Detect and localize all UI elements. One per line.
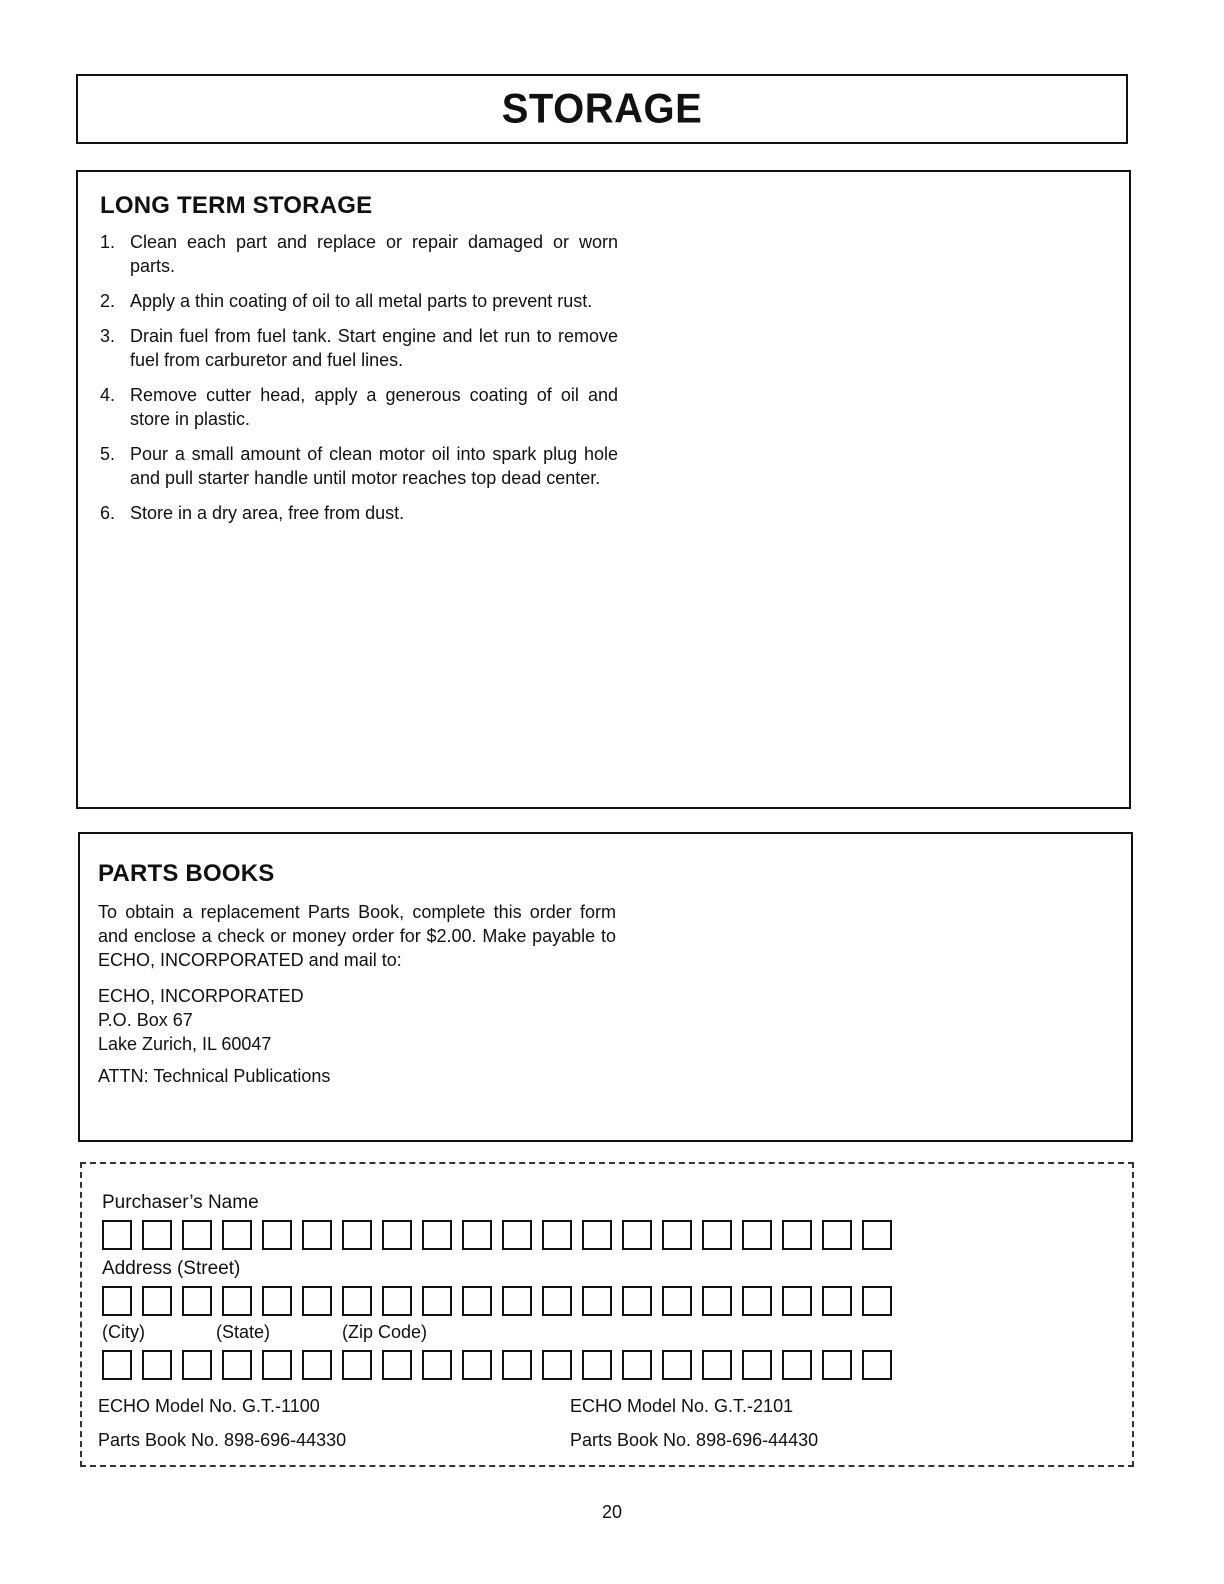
character-box-name[interactable] — [422, 1220, 452, 1250]
character-box-name[interactable] — [662, 1220, 692, 1250]
character-box-street[interactable] — [422, 1286, 452, 1316]
street-address-label: Address (Street) — [102, 1258, 241, 1279]
character-box-street[interactable] — [582, 1286, 612, 1316]
attention-line: ATTN: Technical Publications — [98, 1066, 331, 1086]
character-box-name[interactable] — [582, 1220, 612, 1250]
address-po-box: P.O. Box 67 — [98, 1010, 193, 1030]
character-box-name[interactable] — [382, 1220, 412, 1250]
street-address-boxes — [102, 1286, 892, 1316]
parts-books-intro: To obtain a replacement Parts Book, complete this order form and enclose a check or money order for $2.00. Make payable to ECHO, INCORPORATED and mail to: — [98, 902, 616, 970]
character-box-city[interactable] — [182, 1350, 212, 1380]
character-box-city[interactable] — [862, 1350, 892, 1380]
parts-book-right: Parts Book No. 898-696-44430 — [570, 1430, 819, 1450]
storage-step — [98, 289, 618, 313]
character-box-city[interactable] — [662, 1350, 692, 1380]
character-box-street[interactable] — [222, 1286, 252, 1316]
step-number: 1. — [100, 232, 116, 252]
storage-step — [98, 501, 618, 525]
character-box-city[interactable] — [742, 1350, 772, 1380]
character-box-name[interactable] — [222, 1220, 252, 1250]
parts-books-heading: PARTS BOOKS — [98, 860, 275, 887]
character-box-name[interactable] — [102, 1220, 132, 1250]
step-number: 3. — [100, 326, 116, 346]
character-box-city[interactable] — [142, 1350, 172, 1380]
storage-steps-list — [98, 230, 618, 536]
character-box-city[interactable] — [702, 1350, 732, 1380]
city-state-zip-boxes — [102, 1350, 892, 1380]
character-box-name[interactable] — [502, 1220, 532, 1250]
character-box-name[interactable] — [702, 1220, 732, 1250]
character-box-name[interactable] — [782, 1220, 812, 1250]
character-box-street[interactable] — [182, 1286, 212, 1316]
purchaser-name-boxes — [102, 1220, 892, 1250]
page-number: 20 — [601, 1502, 623, 1522]
character-box-street[interactable] — [342, 1286, 372, 1316]
parts-book-left: Parts Book No. 898-696-44330 — [98, 1430, 347, 1450]
character-box-street[interactable] — [542, 1286, 572, 1316]
character-box-street[interactable] — [622, 1286, 652, 1316]
step-text: Remove cutter head, apply a generous coating of oil and store in plastic. — [130, 385, 618, 429]
character-box-name[interactable] — [342, 1220, 372, 1250]
step-text: Apply a thin coating of oil to all metal parts to prevent rust. — [130, 291, 593, 311]
zip-code-label: (Zip Code) — [342, 1322, 428, 1342]
character-box-city[interactable] — [622, 1350, 652, 1380]
character-box-street[interactable] — [782, 1286, 812, 1316]
character-box-street[interactable] — [702, 1286, 732, 1316]
character-box-street[interactable] — [262, 1286, 292, 1316]
page-title-box — [76, 74, 1128, 144]
step-number: 5. — [100, 444, 116, 464]
character-box-name[interactable] — [862, 1220, 892, 1250]
character-box-city[interactable] — [422, 1350, 452, 1380]
character-box-street[interactable] — [382, 1286, 412, 1316]
character-box-city[interactable] — [462, 1350, 492, 1380]
step-number: 6. — [100, 503, 116, 523]
storage-step — [98, 230, 618, 278]
character-box-city[interactable] — [542, 1350, 572, 1380]
mailing-address — [98, 984, 304, 1056]
character-box-street[interactable] — [102, 1286, 132, 1316]
character-box-name[interactable] — [262, 1220, 292, 1250]
step-number: 4. — [100, 385, 116, 405]
long-term-storage-section — [76, 170, 1131, 809]
character-box-street[interactable] — [302, 1286, 332, 1316]
address-company: ECHO, INCORPORATED — [98, 986, 304, 1006]
character-box-street[interactable] — [142, 1286, 172, 1316]
character-box-name[interactable] — [622, 1220, 652, 1250]
step-text: Clean each part and replace or repair damaged or worn parts. — [130, 232, 618, 276]
character-box-city[interactable] — [222, 1350, 252, 1380]
step-number: 2. — [100, 291, 116, 311]
character-box-city[interactable] — [782, 1350, 812, 1380]
character-box-street[interactable] — [742, 1286, 772, 1316]
storage-step — [98, 324, 618, 372]
character-box-name[interactable] — [302, 1220, 332, 1250]
character-box-name[interactable] — [182, 1220, 212, 1250]
character-box-street[interactable] — [862, 1286, 892, 1316]
step-text: Store in a dry area, free from dust. — [130, 503, 405, 523]
character-box-street[interactable] — [462, 1286, 492, 1316]
step-text: Drain fuel from fuel tank. Start engine and let run to remove fuel from carburetor and fuel lines. — [130, 326, 618, 370]
character-box-city[interactable] — [582, 1350, 612, 1380]
storage-step — [98, 383, 618, 431]
address-city: Lake Zurich, IL 60047 — [98, 1034, 272, 1054]
character-box-street[interactable] — [822, 1286, 852, 1316]
city-label: (City) — [102, 1322, 145, 1342]
long-term-storage-heading: LONG TERM STORAGE — [100, 192, 373, 219]
model-left: ECHO Model No. G.T.-1100 — [98, 1396, 320, 1416]
character-box-name[interactable] — [822, 1220, 852, 1250]
character-box-name[interactable] — [542, 1220, 572, 1250]
character-box-city[interactable] — [262, 1350, 292, 1380]
character-box-name[interactable] — [462, 1220, 492, 1250]
model-right: ECHO Model No. G.T.-2101 — [570, 1396, 794, 1416]
state-label: (State) — [216, 1322, 271, 1342]
parts-books-section — [78, 832, 1133, 1142]
character-box-city[interactable] — [822, 1350, 852, 1380]
step-text: Pour a small amount of clean motor oil into spark plug hole and pull starter handle until motor reaches top dead center. — [130, 444, 618, 488]
character-box-city[interactable] — [382, 1350, 412, 1380]
storage-step — [98, 442, 618, 490]
character-box-street[interactable] — [662, 1286, 692, 1316]
character-box-city[interactable] — [302, 1350, 332, 1380]
character-box-street[interactable] — [502, 1286, 532, 1316]
character-box-city[interactable] — [342, 1350, 372, 1380]
order-form — [80, 1162, 1134, 1467]
character-box-city[interactable] — [502, 1350, 532, 1380]
character-box-name[interactable] — [142, 1220, 172, 1250]
character-box-name[interactable] — [742, 1220, 772, 1250]
character-box-city[interactable] — [102, 1350, 132, 1380]
page-title: STORAGE — [501, 85, 703, 132]
purchaser-name-label: Purchaser’s Name — [102, 1192, 259, 1213]
